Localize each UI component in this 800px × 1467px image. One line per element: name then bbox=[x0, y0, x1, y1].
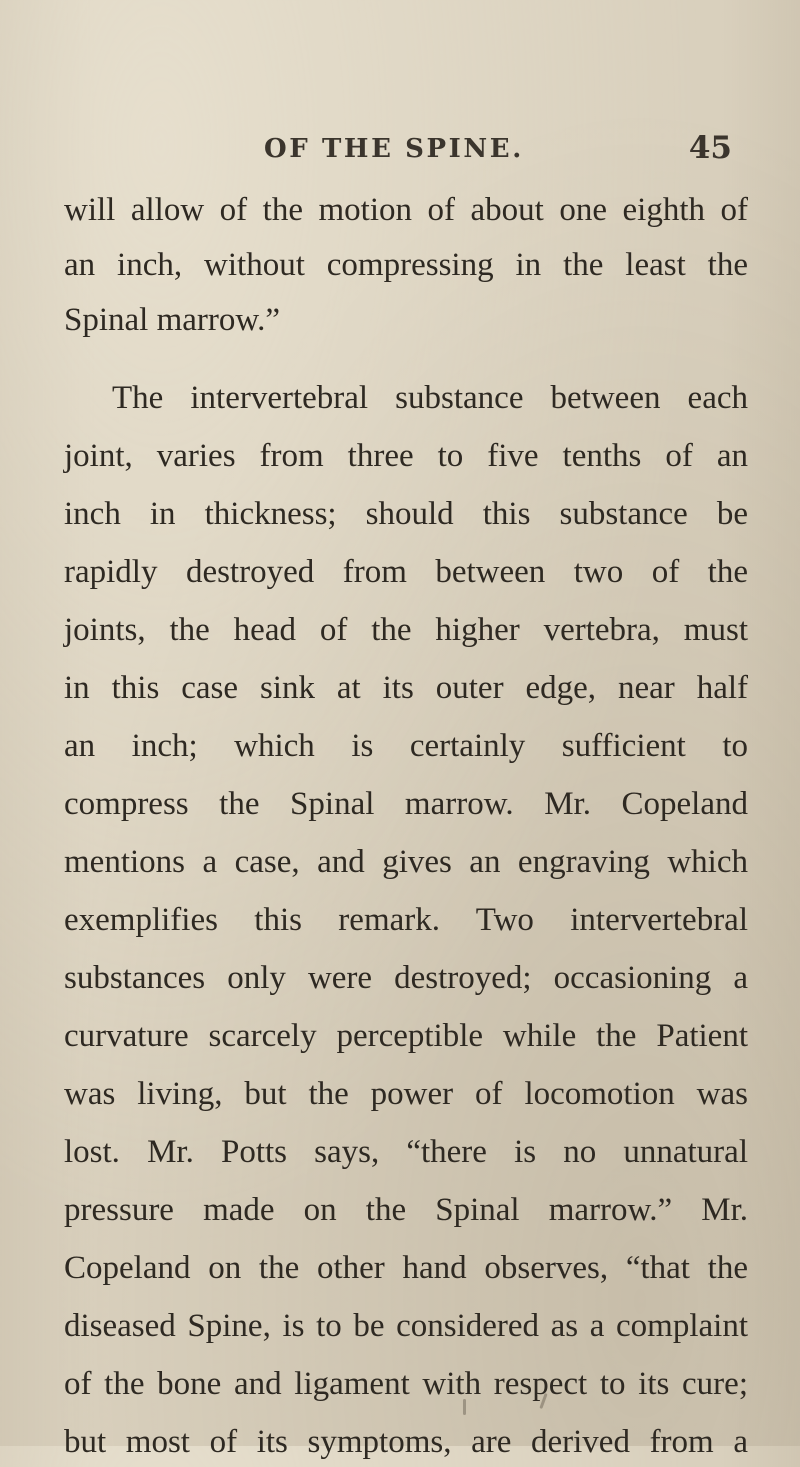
text-line: lost. Mr. Potts says, “there is no unnatural bbox=[64, 1134, 748, 1170]
ink-speck bbox=[463, 1399, 466, 1415]
text-line: diseased Spine, is to be considered as a complaint bbox=[64, 1308, 748, 1344]
text-line: was living, but the power of locomotion was bbox=[64, 1076, 748, 1112]
text-line: in this case sink at its outer edge, near half bbox=[64, 670, 748, 706]
text-line: Copeland on the other hand observes, “that the bbox=[64, 1250, 748, 1286]
text-line: pressure made on the Spinal marrow.” Mr. bbox=[64, 1192, 748, 1228]
text-line: Spinal marrow.” bbox=[64, 302, 280, 338]
text-line: of the bone and ligament with respect to its cure; bbox=[64, 1366, 748, 1402]
text-line: joints, the head of the higher vertebra, must bbox=[64, 612, 748, 648]
text-line: compress the Spinal marrow. Mr. Copeland bbox=[64, 786, 748, 822]
text-line: mentions a case, and gives an engraving which bbox=[64, 844, 748, 880]
text-line: joint, varies from three to five tenths of an bbox=[64, 438, 748, 474]
running-title: OF THE SPINE. bbox=[264, 134, 524, 164]
text-line: but most of its symptoms, are derived from a bbox=[64, 1424, 748, 1460]
paragraph-first-line: The intervertebral substance between each bbox=[112, 380, 748, 416]
text-line: inch in thickness; should this substance be bbox=[64, 496, 748, 532]
text-line: will allow of the motion of about one eighth of bbox=[64, 192, 748, 228]
text-line: an inch, without compressing in the least the bbox=[64, 247, 748, 283]
page-number: 45 bbox=[688, 130, 732, 166]
text-line: an inch; which is certainly sufficient to bbox=[64, 728, 748, 764]
text-line: substances only were destroyed; occasioning a bbox=[64, 960, 748, 996]
text-line: curvature scarcely perceptible while the Patient bbox=[64, 1018, 748, 1054]
running-head bbox=[264, 130, 732, 170]
text-line: exemplifies this remark. Two intervertebral bbox=[64, 902, 748, 938]
text-line: rapidly destroyed from between two of the bbox=[64, 554, 748, 590]
